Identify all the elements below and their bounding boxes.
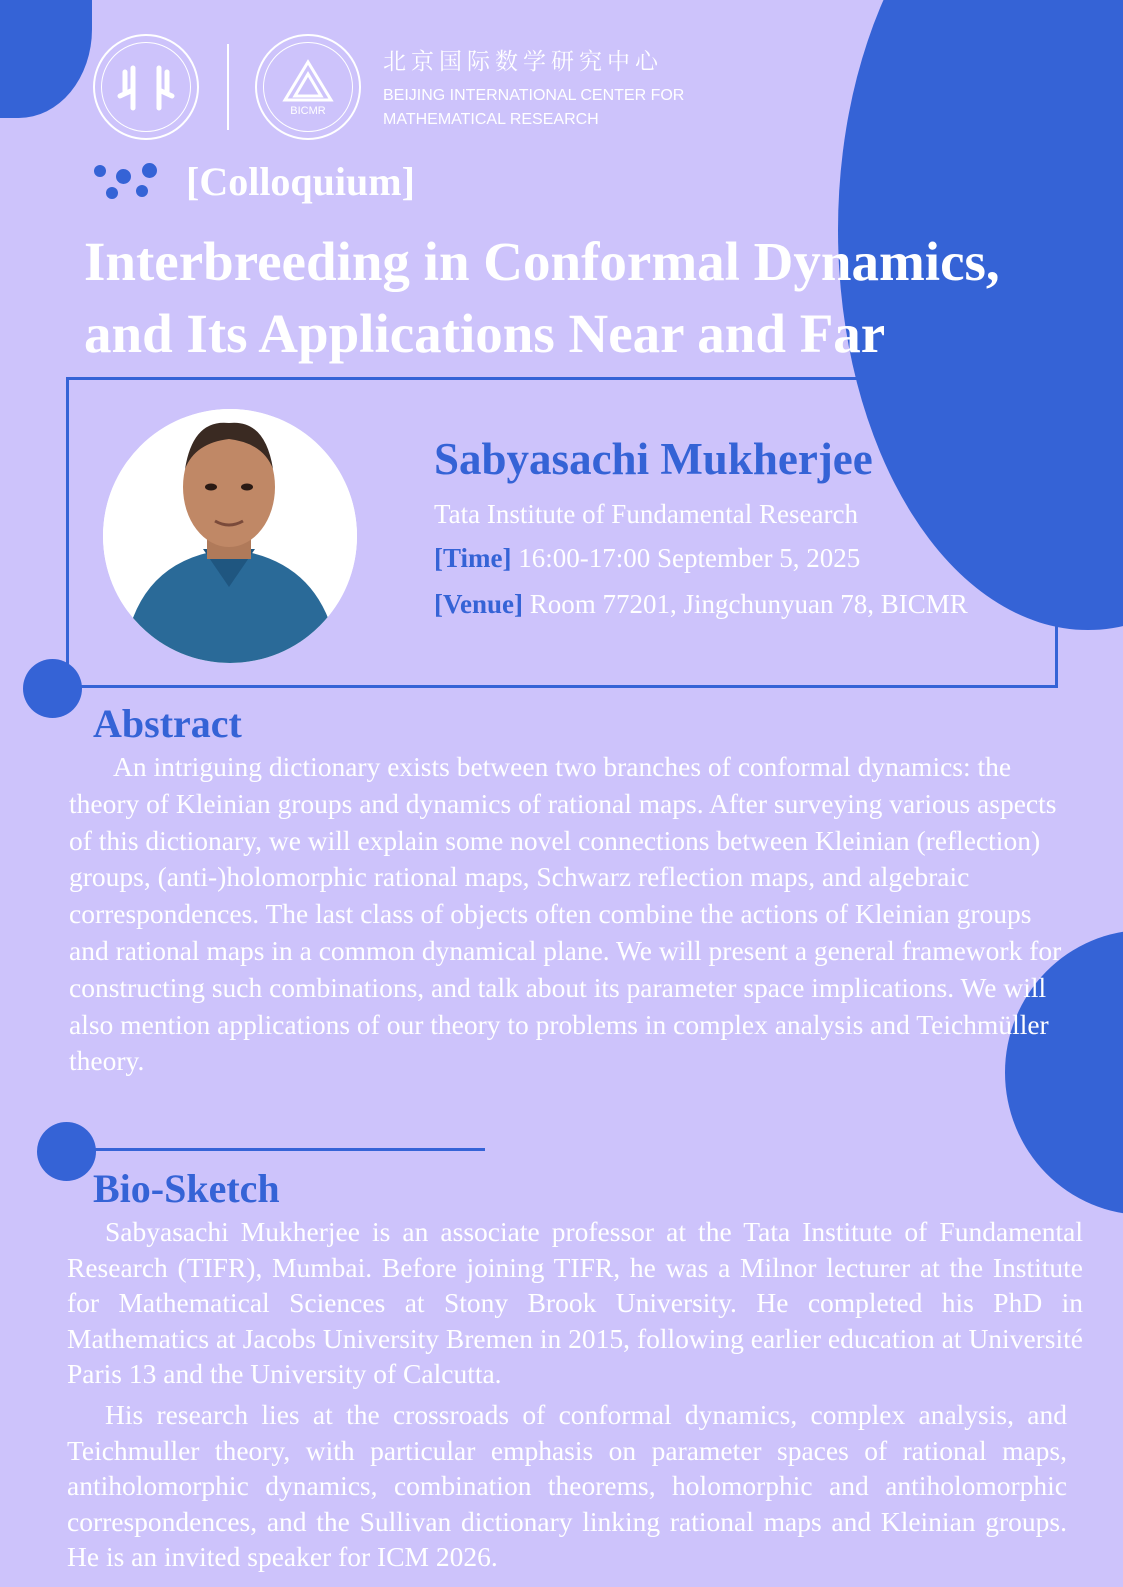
bio-dot-decoration xyxy=(37,1122,96,1181)
abstract-text: An intriguing dictionary exists between two branches of conformal dynamics: the theory of Kleinian groups and dynamics of rational maps. After surveying various aspects of this dictionary, we will explain some novel connections between Kleinian (reflection) groups, (anti-)holomorphic rational maps, Schwarz reflection maps, and algebraic correspondences. The last class of objects often combine the actions of Kleinian groups and rational maps in a common dynamical plane. We will present a general framework for constructing such combinations, and talk about its parameter space implications. We will also mention applications of our theory to problems in complex analysis and Teichmüller theory. xyxy=(69,751,1062,1077)
header-logos xyxy=(93,33,684,141)
talk-title-line1: Interbreeding in Conformal Dynamics, xyxy=(84,231,1000,292)
bicmr-name-english-line1: BEIJING INTERNATIONAL CENTER FOR xyxy=(383,86,685,104)
bicmr-logo xyxy=(255,34,361,140)
category-row xyxy=(94,158,415,205)
bicmr-name-english-line2: MATHEMATICAL RESEARCH xyxy=(383,110,599,128)
speaker-photo xyxy=(103,409,357,663)
corner-circle-decoration xyxy=(0,0,92,118)
logo-divider xyxy=(227,44,229,130)
venue-info xyxy=(434,589,968,620)
time-info xyxy=(434,543,860,574)
section-divider xyxy=(95,1148,485,1151)
speaker-institution: Tata Institute of Fundamental Research xyxy=(434,499,858,529)
dots-icon xyxy=(94,159,164,204)
pku-logo xyxy=(93,34,199,140)
venue-label: [Venue] xyxy=(434,589,524,619)
bio-paragraph-2: His research lies at the crossroads of conformal dynamics, complex analysis, and Teichmuller theory, with particular emphasis on parameter spaces of rational maps, antiholomorphic dynamics, combination theorems, holomorphic and antiholomorphic correspondences, and the Sullivan dictionary linking rational maps and Kleinian groups. He is an invited speaker for ICM 2026. xyxy=(67,1399,1067,1572)
talk-title xyxy=(84,226,1104,370)
bicmr-name xyxy=(383,43,684,132)
abstract-heading: Abstract xyxy=(93,701,242,746)
svg-text:BICMR: BICMR xyxy=(290,105,326,117)
time-value: 16:00-17:00 September 5, 2025 xyxy=(518,543,861,573)
bio-paragraph-1: Sabyasachi Mukherjee is an associate professor at the Tata Institute of Fundamental Research (TIFR), Mumbai. Before joining TIFR, he was a Milnor lecturer at the Institute for Mathematical Sciences at Stony Brook University. He completed his PhD in Mathematics at Jacobs University Bremen in 2015, following earlier education at Université Paris 13 and the University of Calcutta. xyxy=(67,1216,1083,1389)
time-label: [Time] xyxy=(434,543,512,573)
talk-title-line2: and Its Applications Near and Far xyxy=(84,303,886,364)
bio-heading: Bio-Sketch xyxy=(93,1166,280,1211)
speaker-name: Sabyasachi Mukherjee xyxy=(434,434,873,484)
bicmr-name-chinese: 北京国际数学研究中心 xyxy=(383,48,663,75)
event-category: [Colloquium] xyxy=(186,159,415,204)
venue-value: Room 77201, Jingchunyuan 78, BICMR xyxy=(529,589,968,619)
